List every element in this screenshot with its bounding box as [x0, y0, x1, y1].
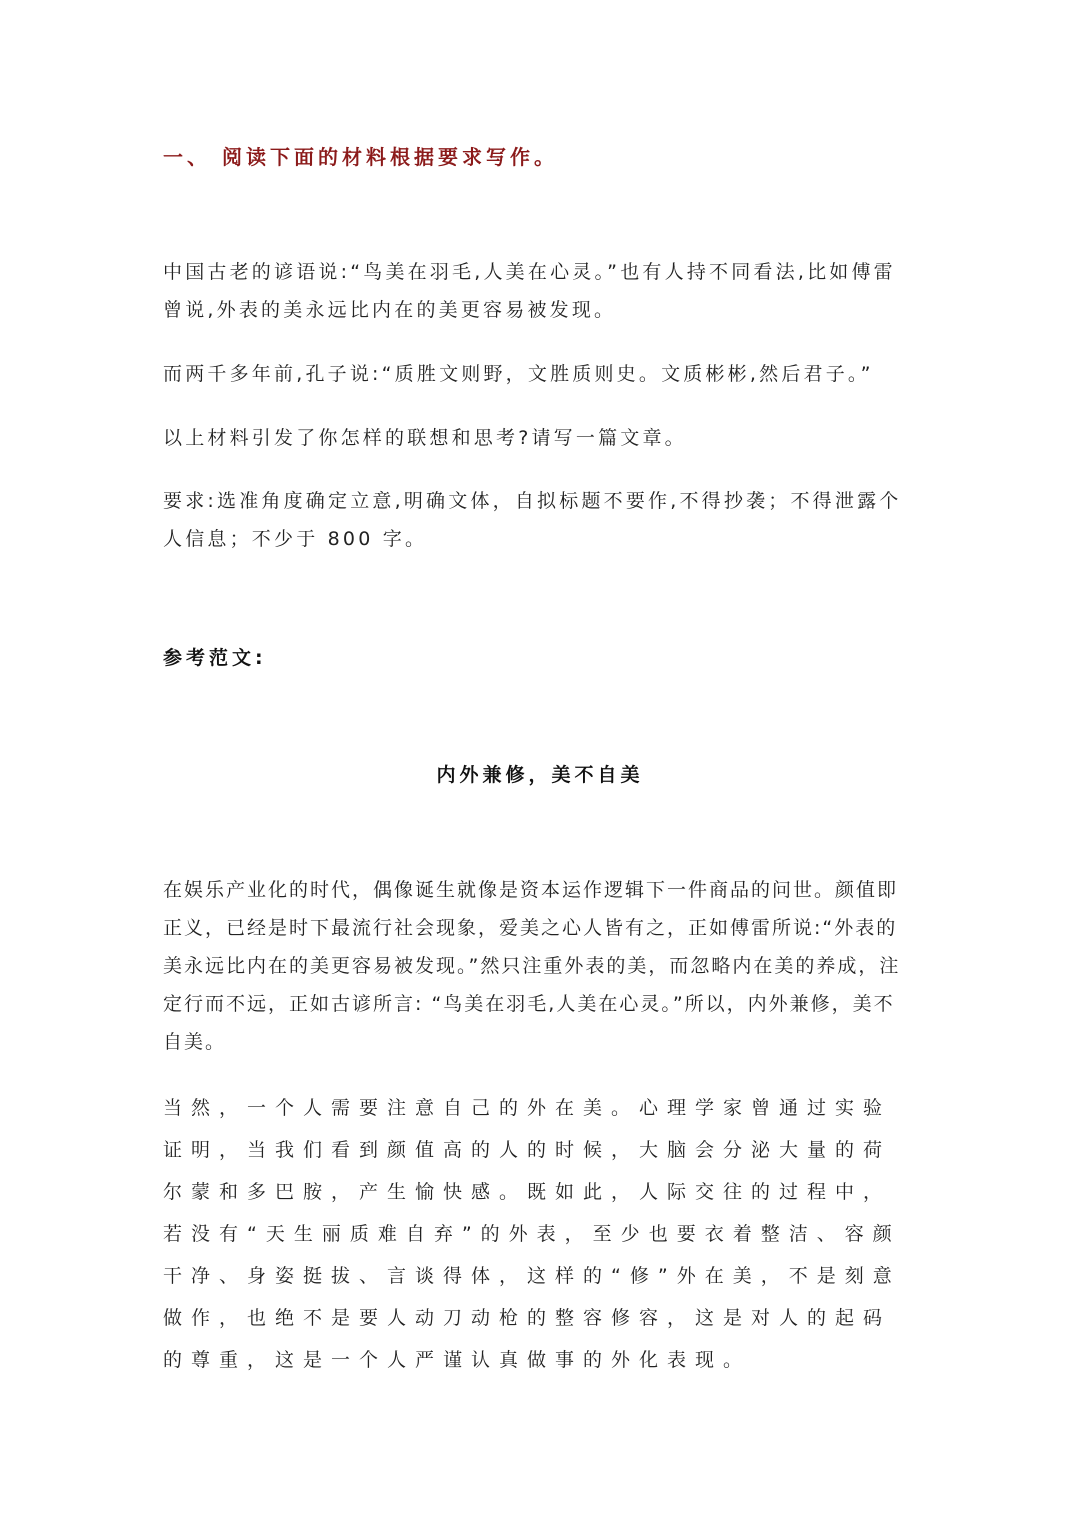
reference-essay-label: 参考范文: — [163, 647, 267, 669]
material-paragraph-3: 以上材料引发了你怎样的联想和思考?请写一篇文章。 — [163, 427, 687, 449]
essay-paragraph-2: 当然，一个人需要注意自己的外在美。心理学家曾通过实验证明，当我们看到颜值高的人的时候，大脑会分泌大量的荷尔蒙和多巴胺，产生愉快感。既如此，人际交往的过程中，若没有“天生丽质难自弃”的外表，至少也要衣着整洁、容颜干净、身姿挺拔、言谈得体，这样的“修”外在美，不是刻意做作，也绝不是要人动刀动枪的整容修容，这是对人的起码的尊重，这是一个人严谨认真做事的外化表现。 — [163, 1097, 901, 1371]
material-paragraph-2: 而两千多年前,孔子说:“质胜文则野，文胜质则史。文质彬彬,然后君子。” — [163, 363, 874, 385]
section-heading: 一、 阅读下面的材料根据要求写作。 — [163, 145, 558, 169]
essay-paragraph-1: 在娱乐产业化的时代，偶像诞生就像是资本运作逻辑下一件商品的问世。颜值即正义，已经是时下最流行社会现象，爱美之心人皆有之，正如傅雷所说:“外表的美永远比内在的美更容易被发现。”然只注重外表的美，而忽略内在美的养成，注定行而不远，正如古谚所言: “鸟美在羽毛,人美在心灵。”所以，内外兼修，美不自美。 — [163, 879, 901, 1053]
material-paragraph-1: 中国古老的谚语说:“鸟美在羽毛,人美在心灵。”也有人持不同看法,比如傅雷曾说,外表的美永远比内在的美更容易被发现。 — [163, 261, 896, 321]
essay-title: 内外兼修，美不自美 — [436, 764, 644, 786]
material-requirements: 要求:选准角度确定立意,明确文体，自拟标题不要作,不得抄袭；不得泄露个人信息；不少于 800 字。 — [163, 490, 902, 550]
